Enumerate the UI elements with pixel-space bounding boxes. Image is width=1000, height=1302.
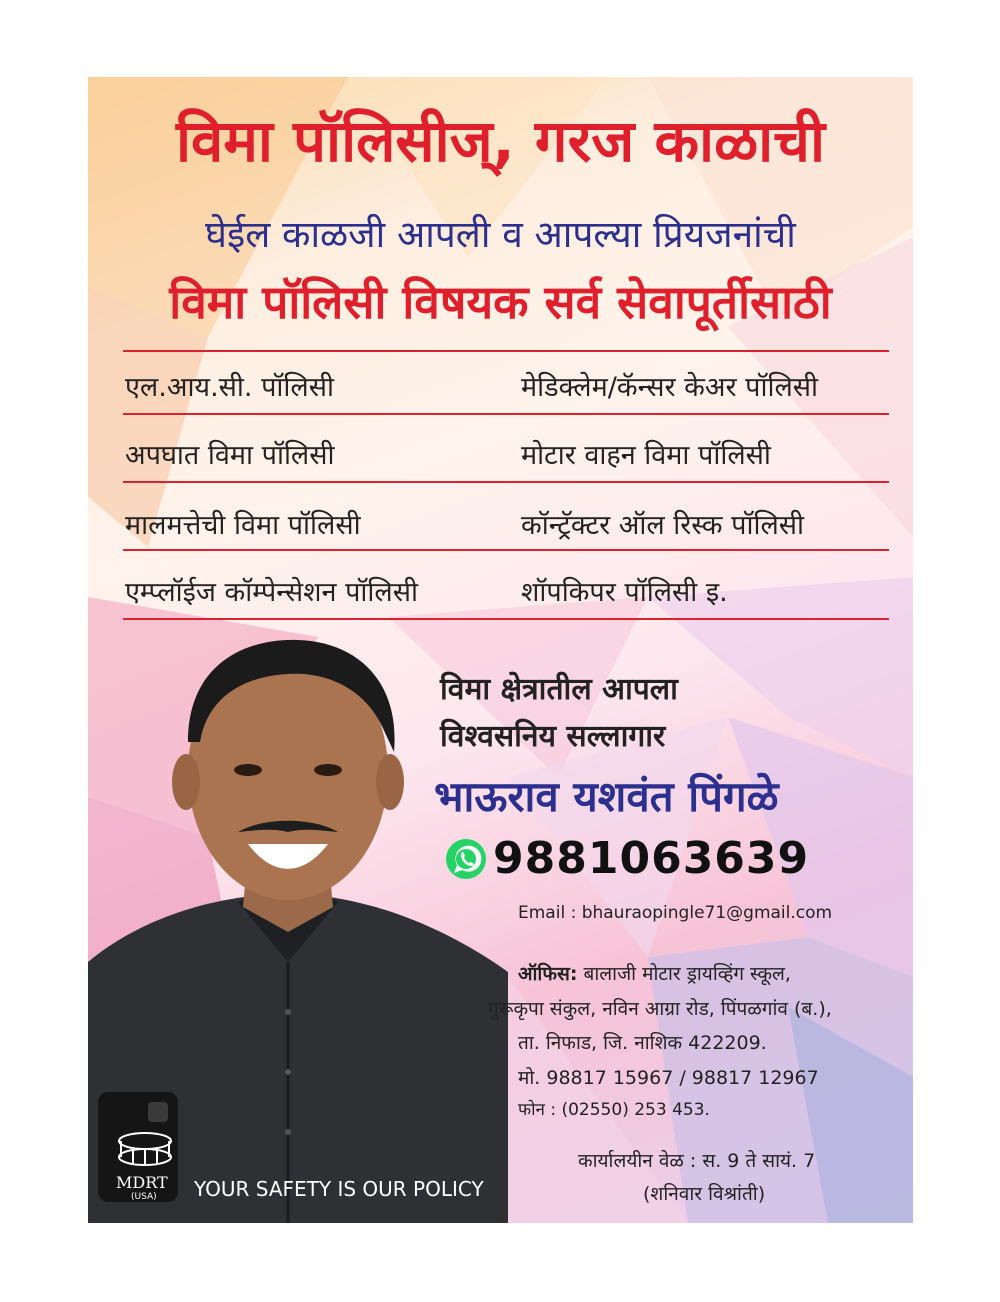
service-item: मालमत्तेची विमा पॉलिसी [125, 510, 361, 541]
office-hours: कार्यालयीन वेळ : स. 9 ते सायं. 7 [578, 1150, 816, 1172]
office-label: ऑफिस: [518, 963, 578, 985]
advisor-line-2: विश्वसनिय सल्लागार [440, 719, 666, 754]
mdrt-label: MDRT [116, 1173, 168, 1192]
holiday-note: (शनिवार विश्रांती) [643, 1183, 766, 1205]
divider [123, 481, 889, 483]
service-item: मोटार वाहन विमा पॉलिसी [521, 440, 771, 471]
landline: फोन : (02550) 253 453. [518, 1100, 710, 1120]
office-address-text: बालाजी मोटार ड्रायव्हिंग स्कूल, [577, 963, 791, 985]
service-item: मेडिक्लेम/कॅन्सर केअर पॉलिसी [521, 372, 819, 403]
headline-line-2: घेईल काळजी आपली व आपल्या प्रियजनांची [205, 213, 796, 256]
whatsapp-number[interactable]: 9881063639 [493, 833, 810, 884]
advisor-line-1: विमा क्षेत्रातील आपला [440, 672, 678, 707]
divider [123, 549, 889, 551]
office-address-line-1 [518, 960, 791, 986]
poster [88, 77, 913, 1223]
service-item: शॉपकिपर पॉलिसी इ. [521, 577, 728, 608]
divider [123, 413, 889, 415]
divider [123, 618, 889, 620]
service-item: अपघात विमा पॉलिसी [125, 440, 335, 471]
service-item: कॉन्ट्रॅक्टर ऑल रिस्क पॉलिसी [521, 510, 805, 541]
mdrt-logo-icon [115, 1127, 175, 1171]
office-address-line-3: ता. निफाड, जि. नाशिक 422209. [518, 1032, 767, 1054]
tagline: YOUR SAFETY IS OUR POLICY [194, 1177, 484, 1201]
whatsapp-icon [444, 837, 488, 881]
headline-line-3: विमा पॉलिसी विषयक सर्व सेवापूर्तीसाठी [169, 275, 832, 329]
advisor-name: भाऊराव यशवंत पिंगळे [434, 772, 779, 821]
mobile-numbers: मो. 98817 15967 / 98817 12967 [518, 1067, 819, 1089]
mdrt-sub-label: (USA) [131, 1192, 157, 1202]
service-item: एम्प्लॉईज कॉम्पेन्सेशन पॉलिसी [125, 577, 418, 608]
office-address-line-2: गुरूकृपा संकुल, नविन आग्रा रोड, पिंपळगांव (ब.), [488, 998, 832, 1020]
headline-line-1: विमा पॉलिसीज्, गरज काळाची [175, 107, 826, 175]
service-item: एल.आय.सी. पॉलिसी [125, 372, 334, 403]
email[interactable]: Email : bhauraopingle71@gmail.com [518, 903, 833, 923]
divider [123, 350, 889, 352]
